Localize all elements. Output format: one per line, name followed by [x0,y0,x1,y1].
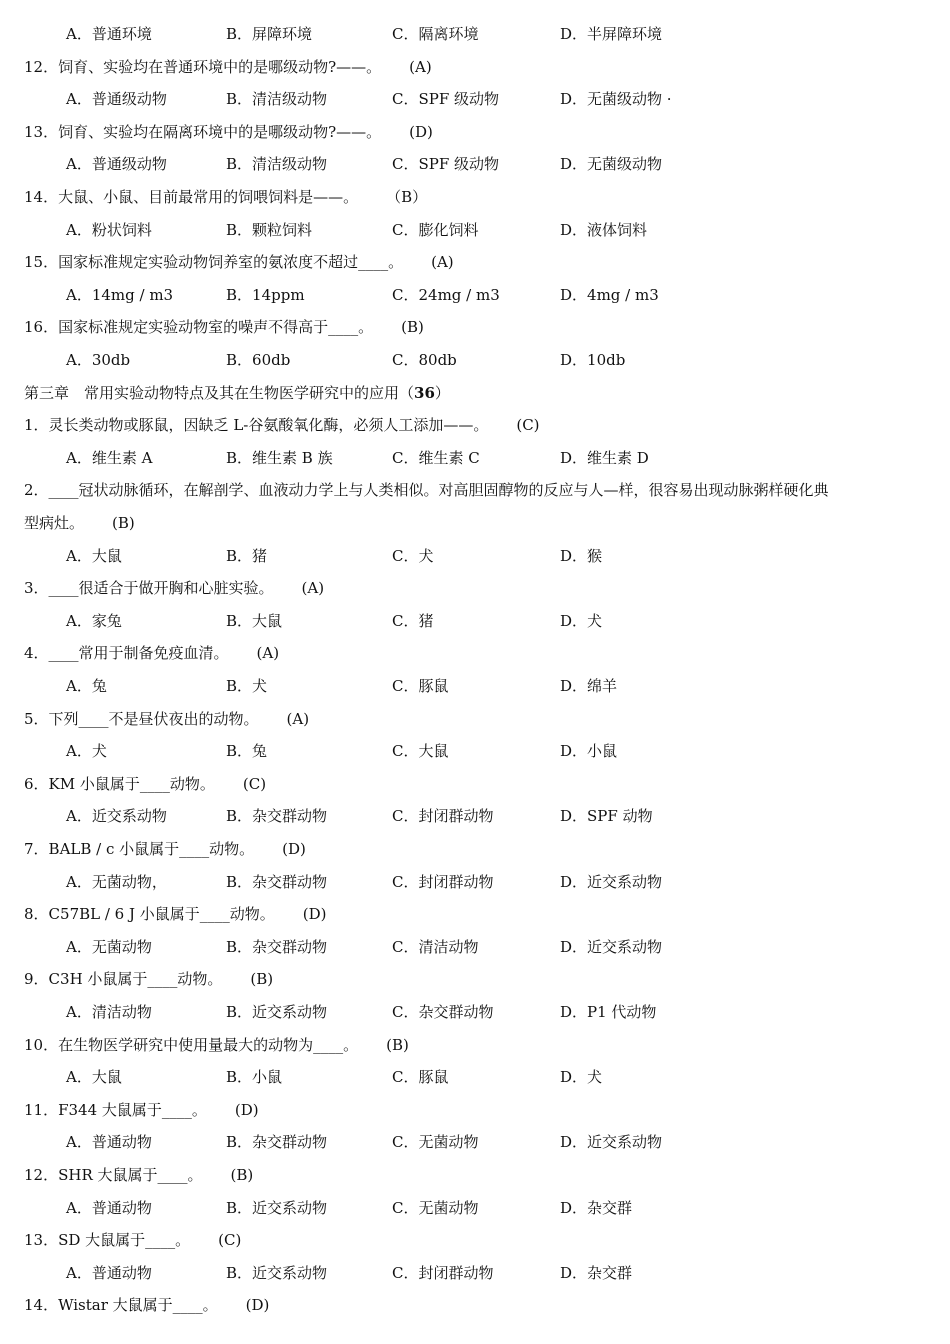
options-row [0,1130,950,1154]
question-line [0,641,950,665]
option-a: A．普通动物 [66,1133,152,1152]
option-a: A．普通环境 [66,25,152,43]
option-a: A．兔 [66,677,107,695]
option-c: C．维生素 C [392,448,480,467]
answer-key: (B) [386,1035,409,1054]
answer-key: (D) [409,122,433,141]
option-a: A．维生素 A [66,448,153,467]
question-text: 9．C3H 小鼠属于____动物。 [24,970,223,989]
question-text: 4．____常用于制备免疫血清。 [24,644,229,663]
question-line [0,837,950,861]
option-a: A．30db [66,351,131,369]
option-b: B．近交系动物 [226,1003,328,1021]
answer-key: (C) [516,416,540,435]
option-d: D．杂交群 [560,1198,633,1217]
option-c: C．隔离环境 [392,25,479,43]
question-line [0,902,950,926]
question-text: 14．大鼠、小鼠、目前最常用的饲喂饲料是——。 [24,188,359,206]
option-b: B．清洁级动物 [226,90,328,109]
question-text: 14．Wistar 大鼠属于____。 [24,1296,218,1315]
options-row [0,739,950,763]
option-a: A．大鼠 [66,546,122,565]
question-text: 2．____冠状动脉循环，在解剖学、血液动力学上与人类相似。对高胆固醇物的反应与人—样，很容易出现动脉粥样硬化典 [24,481,829,500]
option-c: C．SPF 级动物 [392,90,500,109]
option-c: C．豚鼠 [392,677,449,695]
question-line [0,511,950,535]
option-b: B．小鼠 [226,1068,283,1087]
option-b: B．屏障环境 [226,25,313,43]
option-d: D．10db [560,351,626,369]
question-text: 12．饲育、实验均在普通环境中的是哪级动物?——。 [24,57,382,76]
option-d: D．4mg / m3 [560,285,659,304]
question-line [0,185,950,209]
question-line [0,413,950,437]
chapter-heading [0,381,950,405]
options-row [0,1196,950,1220]
question-text: 10．在生物医学研究中使用量最大的动物为____。 [24,1035,359,1054]
options-row [0,1261,950,1285]
question-text: 8．C57BL / 6 J 小鼠属于____动物。 [24,905,275,924]
option-c: C．无菌动物 [392,1198,479,1217]
option-c: C．清洁动物 [392,937,479,956]
option-d: D．维生素 D [560,448,649,467]
question-text: 1．灵长类动物或豚鼠，因缺乏 L-谷氨酸氧化酶，必须人工添加——。 [24,416,489,435]
option-c: C．24mg / m3 [392,285,500,304]
option-a: A．普通级动物 [66,90,167,109]
question-line [0,315,950,339]
option-c: C．封闭群动物 [392,1263,494,1282]
option-c: C．膨化饲料 [392,220,479,239]
question-text: 15．国家标准规定实验动物饲养室的氨浓度不超过____。 [24,253,404,272]
option-c: C．无菌动物 [392,1133,479,1152]
option-c: C．犬 [392,546,434,565]
question-text: 5．下列____不是昼伏夜出的动物。 [24,709,259,728]
option-b: B．近交系动物 [226,1263,328,1282]
option-d: D．近交系动物 [560,937,663,956]
options-row [0,283,950,307]
question-line [0,576,950,600]
answer-key: (C) [242,774,267,793]
option-a: A．14mg / m3 [66,285,174,304]
options-row [0,544,950,568]
option-b: B．清洁级动物 [226,155,328,174]
option-d: D．无菌级动物 · [560,90,672,109]
answer-key: (A) [286,709,310,728]
options-row [0,218,950,242]
options-row [0,152,950,176]
options-row [0,935,950,959]
answer-key: (D) [234,1100,259,1119]
question-line [0,1163,950,1187]
option-b: B．60db [226,351,291,369]
option-d: D．犬 [560,611,603,630]
answer-key: (A) [431,253,454,272]
option-a: A．粉状饲料 [66,220,152,239]
option-b: B．杂交群动物 [226,1133,328,1152]
options-row [0,87,950,111]
option-b: B．犬 [226,677,268,695]
options-row [0,674,950,698]
option-a: A．无菌动物 [66,937,152,956]
option-a: A．普通动物 [66,1263,152,1282]
question-text: 12．SHR 大鼠属于____。 [24,1166,203,1184]
option-c: C．大鼠 [392,742,449,761]
question-line [0,1293,950,1317]
question-text: 13．饲育、实验均在隔离环境中的是哪级动物?——。 [24,122,382,141]
option-a: A．大鼠 [66,1068,122,1087]
option-a: A．近交系动物 [66,807,167,826]
option-b: B．杂交群动物 [226,807,328,826]
answer-key: （B） [386,188,428,206]
option-b: B．杂交群动物 [226,872,328,891]
option-d: D．P1 代动物 [560,1003,657,1021]
option-d: D．绵羊 [560,677,618,695]
answer-key: (B) [401,318,424,337]
answer-key: (A) [301,579,325,598]
options-row [0,446,950,470]
option-d: D．近交系动物 [560,872,663,891]
question-line [0,707,950,731]
option-d: D．小鼠 [560,742,618,761]
options-row [0,609,950,633]
question-line [0,120,950,144]
option-a: A．无菌动物， [66,872,167,891]
question-line [0,772,950,796]
option-c: C．封闭群动物 [392,872,494,891]
option-a: A．普通级动物 [66,155,167,174]
question-text: 16．国家标准规定实验动物室的噪声不得高于____。 [24,318,374,337]
options-row [0,1000,950,1024]
option-b: B．维生素 B 族 [226,448,333,467]
heading-count: 36 [414,383,435,402]
option-d: D．液体饲料 [560,220,648,239]
option-b: B．大鼠 [226,611,283,630]
option-d: D．杂交群 [560,1263,633,1282]
answer-key: (B) [250,970,274,989]
heading-end: ） [434,383,450,402]
question-line [0,250,950,274]
question-text: 11．F344 大鼠属于____。 [24,1100,207,1119]
options-row [0,870,950,894]
option-c: C．猪 [392,611,434,630]
answer-key: (B) [112,514,135,532]
option-b: B．杂交群动物 [226,937,328,956]
question-text: 3．____很适合于做开胸和心脏实验。 [24,579,274,598]
answer-key: (B) [230,1166,254,1184]
options-row [0,348,950,372]
option-c: C．80db [392,351,457,369]
question-line [0,1033,950,1057]
question-text: 13．SD 大鼠属于____。 [24,1231,191,1250]
options-row [0,804,950,828]
options-row [0,22,950,46]
answer-key: (D) [282,840,306,858]
option-c: C．豚鼠 [392,1068,449,1087]
option-a: A．家兔 [66,611,122,630]
question-line [0,1228,950,1252]
answer-key: (A) [256,644,280,663]
question-line [0,1098,950,1122]
answer-key: (A) [409,57,432,76]
option-d: D．猴 [560,546,603,565]
option-c: C．杂交群动物 [392,1003,494,1021]
answer-key: (D) [302,905,327,924]
heading-text: 第三章 常用实验动物特点及其在生物医学研究中的应用（ [24,383,415,402]
option-d: D．半屏障环境 [560,25,663,43]
option-b: B．猪 [226,546,268,565]
option-b: B．近交系动物 [226,1198,328,1217]
option-a: A．普通动物 [66,1198,152,1217]
options-row [0,1065,950,1089]
option-d: D．犬 [560,1068,603,1087]
option-c: C．SPF 级动物 [392,155,500,174]
option-b: B．颗粒饲料 [226,220,313,239]
answer-key: (D) [245,1296,270,1315]
option-d: D．近交系动物 [560,1133,663,1152]
answer-key: (C) [218,1231,242,1250]
question-text: 型病灶。 [24,514,85,532]
question-text: 7．BALB / c 小鼠属于____动物。 [24,840,255,858]
option-d: D．无菌级动物 [560,155,663,174]
option-c: C．封闭群动物 [392,807,494,826]
question-line [0,55,950,79]
question-line [0,967,950,991]
option-b: B．14ppm [226,285,305,304]
question-line [0,478,950,502]
option-a: A．清洁动物 [66,1003,152,1021]
question-text: 6．KM 小鼠属于____动物。 [24,774,215,793]
option-a: A．犬 [66,742,107,761]
option-d: D．SPF 动物 [560,807,653,826]
option-b: B．兔 [226,742,268,761]
